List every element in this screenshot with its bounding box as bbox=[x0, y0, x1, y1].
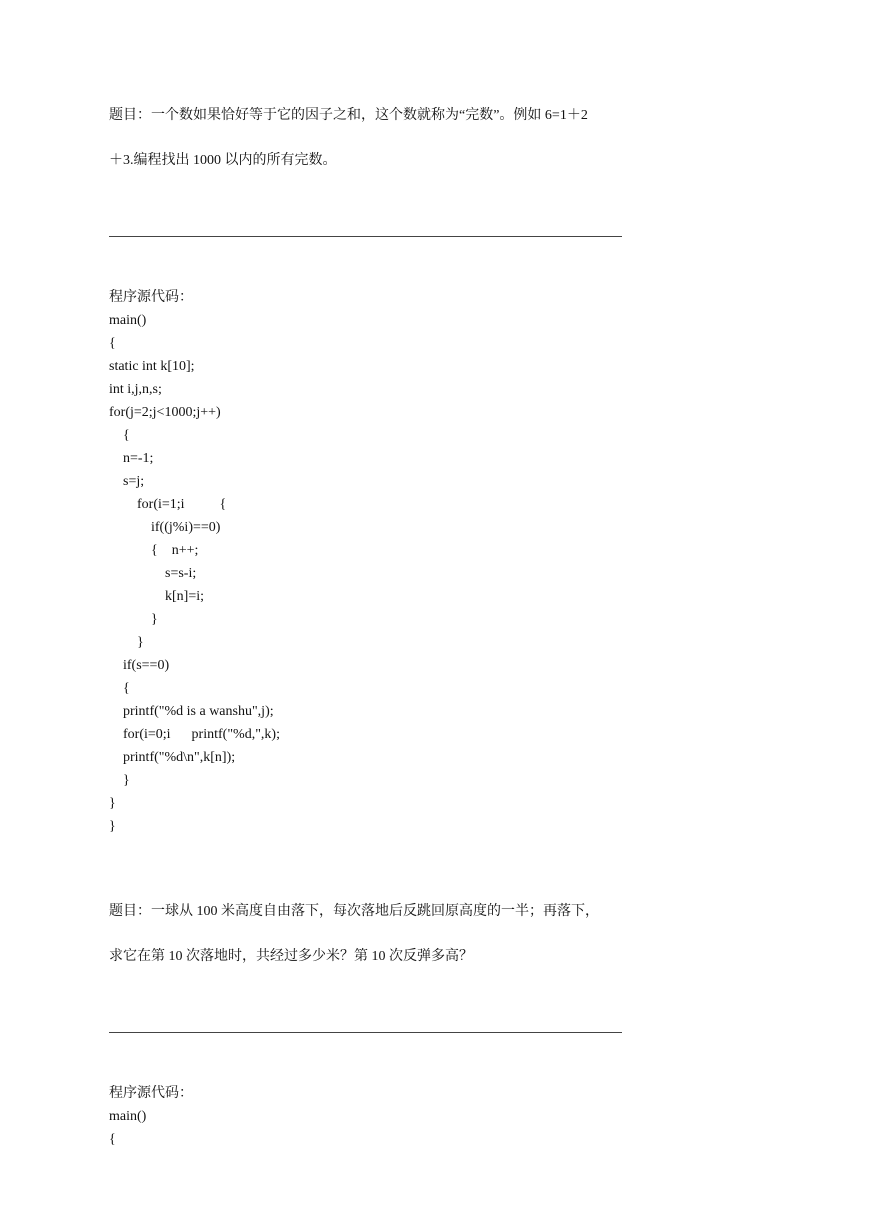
source-label-1: 程序源代码： bbox=[109, 290, 193, 305]
code-line: { bbox=[109, 428, 130, 443]
code-line: n=-1; bbox=[109, 451, 154, 466]
code-line: } bbox=[109, 635, 144, 650]
code-line: } bbox=[109, 796, 116, 811]
code-line: main() bbox=[109, 313, 147, 328]
problem-1-line-1: 题目：一个数如果恰好等于它的因子之和，这个数就称为“完数”。例如 6=1＋2 bbox=[109, 108, 588, 123]
source-label-2: 程序源代码： bbox=[109, 1086, 193, 1101]
problem-2-line-2: 求它在第 10 次落地时，共经过多少米？第 10 次反弹多高？ bbox=[109, 949, 473, 964]
code-line: int i,j,n,s; bbox=[109, 382, 162, 397]
code-line: if((j%i)==0) bbox=[109, 520, 221, 535]
code-line: { bbox=[109, 681, 130, 696]
divider-2 bbox=[109, 1032, 622, 1033]
code-line: printf("%d\n",k[n]); bbox=[109, 750, 236, 765]
code-line: static int k[10]; bbox=[109, 359, 195, 374]
code-line: { n++; bbox=[109, 543, 199, 558]
code-line: s=s-i; bbox=[109, 566, 197, 581]
code-line: for(i=1;i { bbox=[109, 497, 227, 512]
divider-1 bbox=[109, 236, 622, 237]
code-line: main() bbox=[109, 1109, 147, 1124]
code-line: for(i=0;i printf("%d,",k); bbox=[109, 727, 280, 742]
code-line: { bbox=[109, 1132, 116, 1147]
code-line: printf("%d is a wanshu",j); bbox=[109, 704, 274, 719]
code-line: k[n]=i; bbox=[109, 589, 204, 604]
problem-2-line-1: 题目：一球从 100 米高度自由落下，每次落地后反跳回原高度的一半；再落下， bbox=[109, 904, 599, 919]
code-line: { bbox=[109, 336, 116, 351]
code-line: s=j; bbox=[109, 474, 145, 489]
code-line: for(j=2;j<1000;j++) bbox=[109, 405, 221, 420]
code-line: } bbox=[109, 819, 116, 834]
code-line: if(s==0) bbox=[109, 658, 170, 673]
code-line: } bbox=[109, 773, 130, 788]
problem-1-line-2: ＋3.编程找出 1000 以内的所有完数。 bbox=[109, 153, 337, 168]
code-line: } bbox=[109, 612, 158, 627]
